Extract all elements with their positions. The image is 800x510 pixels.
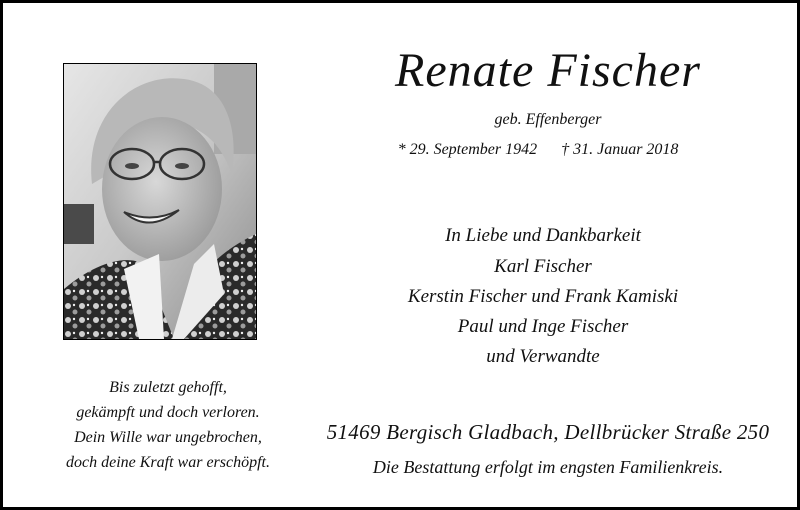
family-address: 51469 Bergisch Gladbach, Dellbrücker Straße 250	[326, 420, 770, 444]
death-date: † 31. Januar 2018	[561, 141, 679, 158]
maiden-name: geb. Effenberger	[494, 111, 602, 128]
portrait-image	[64, 64, 256, 339]
deceased-name: Renate Fischer	[395, 44, 701, 97]
poem-line: Bis zuletzt gehofft,	[109, 379, 227, 396]
mourner-line: Kerstin Fischer und Frank Kamiski	[407, 286, 679, 307]
mourners-block	[333, 221, 753, 372]
mourners-intro: In Liebe und Dankbarkeit	[445, 225, 641, 246]
birth-date: * 29. September 1942	[397, 141, 538, 158]
poem-line: doch deine Kraft war erschöpft.	[66, 454, 270, 471]
poem-line: Dein Wille war ungebrochen,	[74, 429, 262, 446]
memorial-poem	[23, 375, 313, 475]
poem-line: gekämpft und doch verloren.	[76, 404, 260, 421]
portrait-photo	[63, 63, 257, 340]
burial-note: Die Bestattung erfolgt im engsten Familienkreis.	[372, 457, 724, 477]
life-dates	[343, 141, 733, 159]
mourner-line: Paul und Inge Fischer	[457, 316, 629, 337]
mourner-line: und Verwandte	[486, 346, 600, 367]
mourner-line: Karl Fischer	[494, 256, 592, 277]
